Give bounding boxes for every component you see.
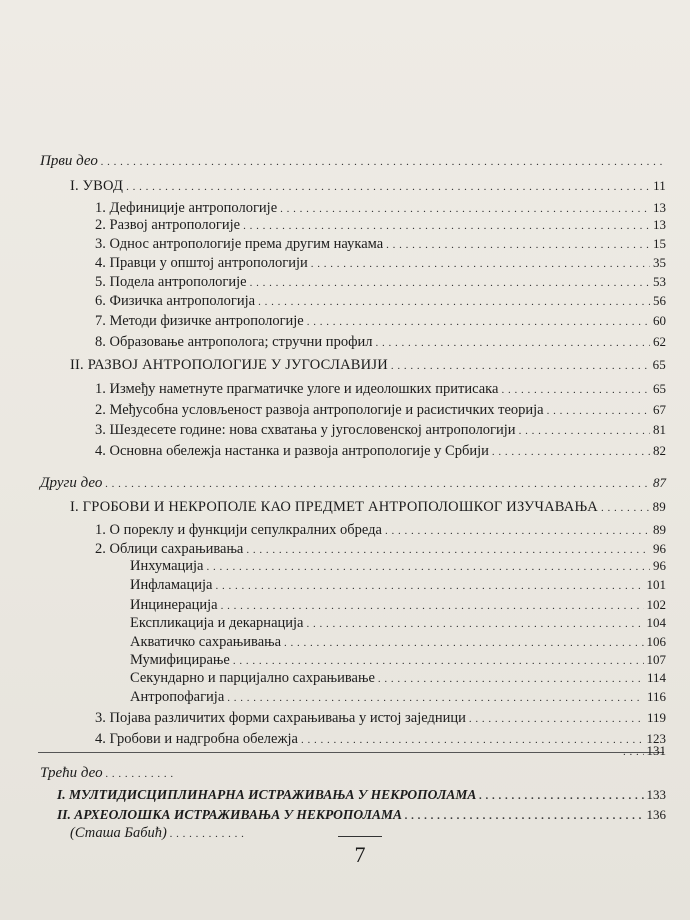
toc-entry-multidisciplinary <box>57 764 667 782</box>
toc-page-ref: . . . 131 <box>620 742 666 761</box>
toc-entry: 1. О пореклу и функцији сепулкралних обреда . . . 89 <box>95 521 666 540</box>
toc-entry: 3. Шездесете године: нова схватања у југословенској антропологији . . . 81 <box>95 421 666 440</box>
page-number: 7 <box>354 842 366 867</box>
toc-entry: 1. Између наметнуте прагматичке улоге и идеолошких притисака . . . 65 <box>95 380 666 399</box>
toc-subentry: Инцинерација . . . 102 <box>130 596 666 615</box>
part-one-heading <box>40 152 666 171</box>
toc-entry: 3. Појава различитих форми сахрањивања у истој заједници . . . 119 <box>95 709 666 728</box>
toc-subentry: Експликација и декарнација . . . 104 <box>130 614 666 633</box>
toc-entry: 3. Однос антропологије према другим наукама . . . 15 <box>95 235 666 254</box>
toc-subentry: Секундарно и парцијално сахрањивање . . . 114 <box>130 669 666 688</box>
toc-entry-yugoslavia: II. РАЗВОЈ АНТРОПОЛОГИЈЕ У ЈУГОСЛАВИЈИ . . . 65 <box>70 356 666 375</box>
toc-entry: 4. Гробови и надгробна обележја . . . 123 <box>95 730 666 749</box>
toc-entry-intro: I. УВОД . . . 11 <box>70 177 666 196</box>
toc-entry: 7. Методи физичке антропологије . . . 60 <box>95 312 666 331</box>
toc-entry: 6. Физичка антропологија . . . 56 <box>95 292 666 311</box>
toc-entry: 2. Међусобна условљеност развоја антропологије и расистичких теорија . . . 67 <box>95 401 666 420</box>
toc-entry-archaeology: II. АРХЕОЛОШКА ИСТРАЖИВАЊА У НЕКРОПОЛАМА . . . 136 <box>57 806 666 825</box>
toc-entry: 4. Правци у општој антропологији . . . 35 <box>95 254 666 273</box>
toc-entry: 5. Подела антропологије . . . 53 <box>95 273 666 292</box>
toc-entry: 4. Основна обележја настанка и развоја антропологије у Србији . . . 82 <box>95 442 666 461</box>
footer-rule <box>338 836 382 837</box>
toc-entry: 8. Образовање антрополога; стручни профил . . . 62 <box>95 333 666 352</box>
toc-entry-graves: I. ГРОБОВИ И НЕКРОПОЛЕ КАО ПРЕДМЕТ АНТРОПОЛОШКОГ ИЗУЧАВАЊА . . . 89 <box>70 498 666 517</box>
part-three-heading: Трећи део . . . <box>40 764 180 783</box>
toc-entry: 2. Облици сахрањивања . . . 96 <box>95 540 666 559</box>
part-one-title: Први део <box>40 153 98 169</box>
toc-entry-multidisciplinary: I. МУЛТИДИСЦИПЛИНАРНА ИСТРАЖИВАЊА У НЕКРОПОЛАМА . . . 133 <box>57 786 666 805</box>
toc-subentry: Инфламација . . . 101 <box>130 576 666 595</box>
section-divider <box>38 752 664 753</box>
toc-entry: 2. Развој антропологије . . . 13 <box>95 216 666 235</box>
toc-subentry: Антропофагија . . . 116 <box>130 688 666 707</box>
toc-entry: 1. Дефиниције антропологије . . . 13 <box>95 199 666 218</box>
toc-subentry: Акватичко сахрањивања . . . 106 <box>130 633 666 652</box>
toc-subentry: Мумифицирање . . . 107 <box>130 651 666 670</box>
toc-author: (Сташа Бабић) . . . <box>70 824 250 843</box>
toc-subentry: Инхумација . . . 96 <box>130 557 666 576</box>
part-two-heading: Други део . . . 87 <box>40 474 666 493</box>
